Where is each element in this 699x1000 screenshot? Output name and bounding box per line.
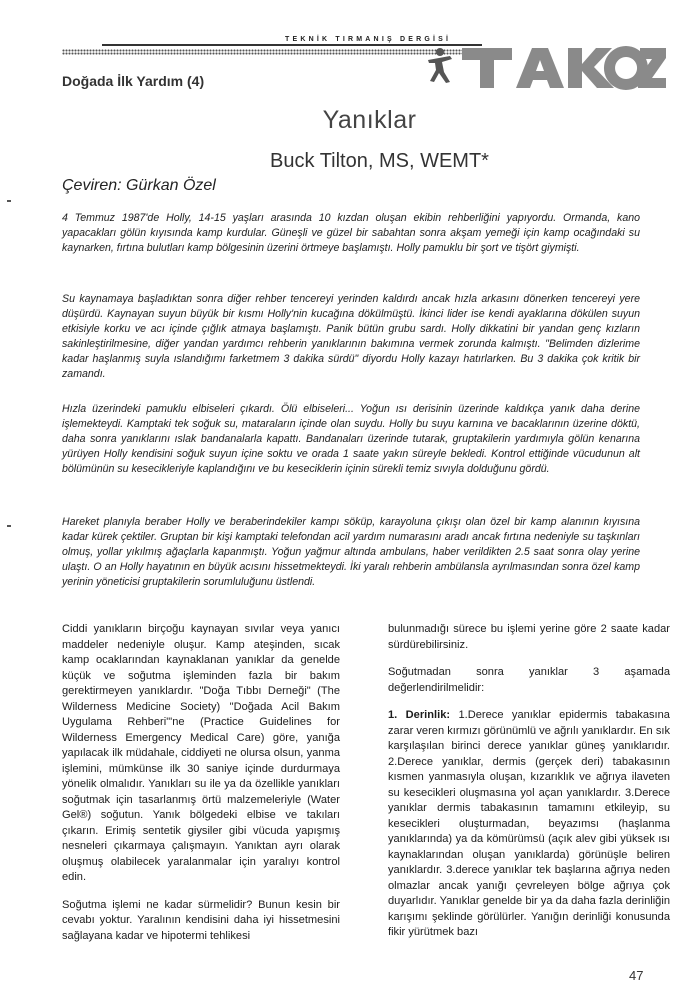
article-author: Buck Tilton, MS, WEMT*: [270, 150, 489, 172]
body-paragraph: bulunmadığı sürece bu işlemi yerine göre 2 saate kadar sürdürebilirsiniz.: [388, 623, 670, 651]
intro-paragraph-3: Hızla üzerindeki pamuklu elbiseleri çıkardı. Ölü elbiseleri... Yoğun ısı derisinin üzerinde kaldıkça yanık daha derine işlemekteydi. Kamptaki tek soğuk su, mataraların içinde olan suydu. Holly bu suyu karnına ve bacaklarının üzerine döktü, daha sonra yanıklarını ıslak bandanalarla kapattı. Bandanaları üzerinde tutarak, gruptakilerin yardımıyla gölün kenarına yürüyen Holly kendisini soğuk suyun içine soktu ve orada 1 saate yakın süreyle bekledi. Kontrol ettiğinde vücudunun alt bölümünün su kesecikleriyle kaplandığını ve bu keseciklerin içinin sürekli temiz sıvıyla dolduğunu gördü.: [62, 403, 640, 475]
magazine-name: TEKNİK TIRMANIŞ DERGİSİ: [285, 36, 452, 43]
intro-paragraph-4: Hareket planıyla beraber Holly ve beraberindekiler kampı söküp, karayoluna çıkışı olan özel bir kamp alanının kıyısına kadar kürek çektiler. Gruptan bir kişi kamptaki telefondan acil yardım numarasını aradı ancak fırtına nedeniyle su taşkınları olmuş, yollar yıkılmış ağaçlarla kapanmıştı. Yoğun yağmur altında ambulans, haber verildikten 2.5 saat sonra olay yerine ulaştı. O an Holly hayatının en büyük acısını hissetmekteydi. İki yaralı rehberin ambülansla ayrılmasından sonra özel kamp yerinin yöneticisi gruptakilerin sorumluluğunu üstlendi.: [62, 516, 640, 588]
intro-paragraph-2: Su kaynamaya başladıktan sonra diğer rehber tencereyi yerinden kaldırdı ancak hızla arkasını dönerken tencereyi yere düşürdü. Kaynayan suyun büyük bir kısmı Holly'nin kucağına dökülmüştü. İkinci lider ise kendi ayaklarına dökülen suyun etkisiyle korku ve acı içinde çığlık atmaya başlamıştı. Panik bütün grubu sardı. Holly dikkatini bir yandan genç kızların sakinleştirilmesine, diğer yandan yardımcı rehberin yanıklarının bakımına vermek zorunda kalmıştı. "Belimden dizlerime kadar haşlanmış suyla ıslandığımı farketmem 3 dakika sürdü" diyordu Holly kazayı hatırlarken. Bu 3 dakika çok kritik bir zamandı.: [62, 293, 640, 380]
climber-icon: [428, 48, 452, 83]
depth-label: 1. Derinlik:: [388, 709, 451, 721]
depth-text: 1.Derece yanıklar epidermis tabakasına zarar veren kırmızı görünümlü ve ağrılı yanıklardır. En sık karşılaşılan birinci derece yanıklar güneş yanıklarıdır. 2.Derece yanıklar, dermis (gerçek deri) tabakasının kısmen yanmasıyla oluşan, kızarıklık ve ağrıya ilaveten su kesecikleri oluşmasına yol açan yanıklardır. 3.Derece yanıklar dermis tabakasının tamamını etkileyip, su kesecikleri oluşturmadan, beyazımsı (haşlanma yanıklarında) ya da kömürümsü (açık alev gibi yüksek ısı kaynaklarından oluşan yanıklarda) görünüşle beliren yanıklardır. 3.derece yanıklar tek başlarına ağrıya neden olmazlar ancak yanığı çevreleyen bölge ağrıya çok duyarlıdır. Yanıklar genelde bir ya da daha fazla derinliğin karışımı şeklinde görülürler. Yanığın derinliği konusunda fikir yürütmek bazı: [388, 709, 670, 938]
takoz-logo: [420, 38, 668, 90]
body-paragraph: Soğutma işlemi ne kadar sürmelidir? Bunun kesin bir cevabı yoktur. Yaralının kendisini daha iyi hissetmesini sağlayana kadar ve hipotermi tehlikesi: [62, 898, 340, 942]
binding-mark: [7, 200, 11, 202]
depth-paragraph: [388, 708, 670, 941]
intro-paragraph-1: 4 Temmuz 1987'de Holly, 14-15 yaşları arasında 10 kızdan oluşan ekibin rehberliğini yapıyordu. Ormanda, kano yapacakları gölün kıyısında kamp kurdular. Güneşli ve güzel bir sabahtan sonra akşam yemeği için kamp ocağındaki su kaynarken, fırtına bulutları kamp bölgesinin üzerini örtmeye başlamıştı. Holly pamuklu bir şort ve tişört giymişti.: [62, 212, 640, 254]
dotted-rule: [62, 49, 482, 55]
body-paragraph: Soğutmadan sonra yanıklar 3 aşamada değerlendirilmelidir:: [388, 666, 670, 694]
body-paragraph: Ciddi yanıkların birçoğu kaynayan sıvılar veya yanıcı maddeler nedeniyle oluşur. Kamp ateşinden, sıcak kamp ocaklarından kaynaklanan yanıklar da genelde küçük ve soğutma işleminden fazla bir bakım gerektirmeyen yanıklardır. "Doğa Tıbbı Derneği" (The Wilderness Medicine Society) "Doğada Acil Bakım Uygulama Rehberi"'ne (Practice Guidelines for Wilderness Emergency Medical Care) göre, yanığa yapılacak ilk müdahale, ciddiyeti ne olursa olsun, yanma işlemini, mümkünse ilk 30 saniye içinde durdurmaya yönelik olmalıdır. Yanıkları su ile ya da özellikle yanıkları soğutmak için tasarlanmış örtü malzemeleriyle (Water Gel®) soğutun. Yanık bölgedeki elbise ve takıları çıkarın. Erimiş sentetik giysiler gibi vücuda yapışmış nesneleri çıkarmaya çalışmayın. Yanıktan ayrı olarak oluşmuş olabilecek yaralanmalar için yaralıyı kontrol edin.: [62, 623, 340, 883]
page-number: 47: [629, 968, 644, 983]
article-translator: Çeviren: Gürkan Özel: [62, 177, 216, 194]
binding-mark: [7, 525, 11, 527]
article-title: Yanıklar: [322, 106, 417, 134]
left-column: [62, 622, 340, 956]
header-rule: [62, 40, 482, 66]
right-column: [388, 622, 670, 953]
section-title: Doğada İlk Yardım (4): [62, 73, 205, 89]
